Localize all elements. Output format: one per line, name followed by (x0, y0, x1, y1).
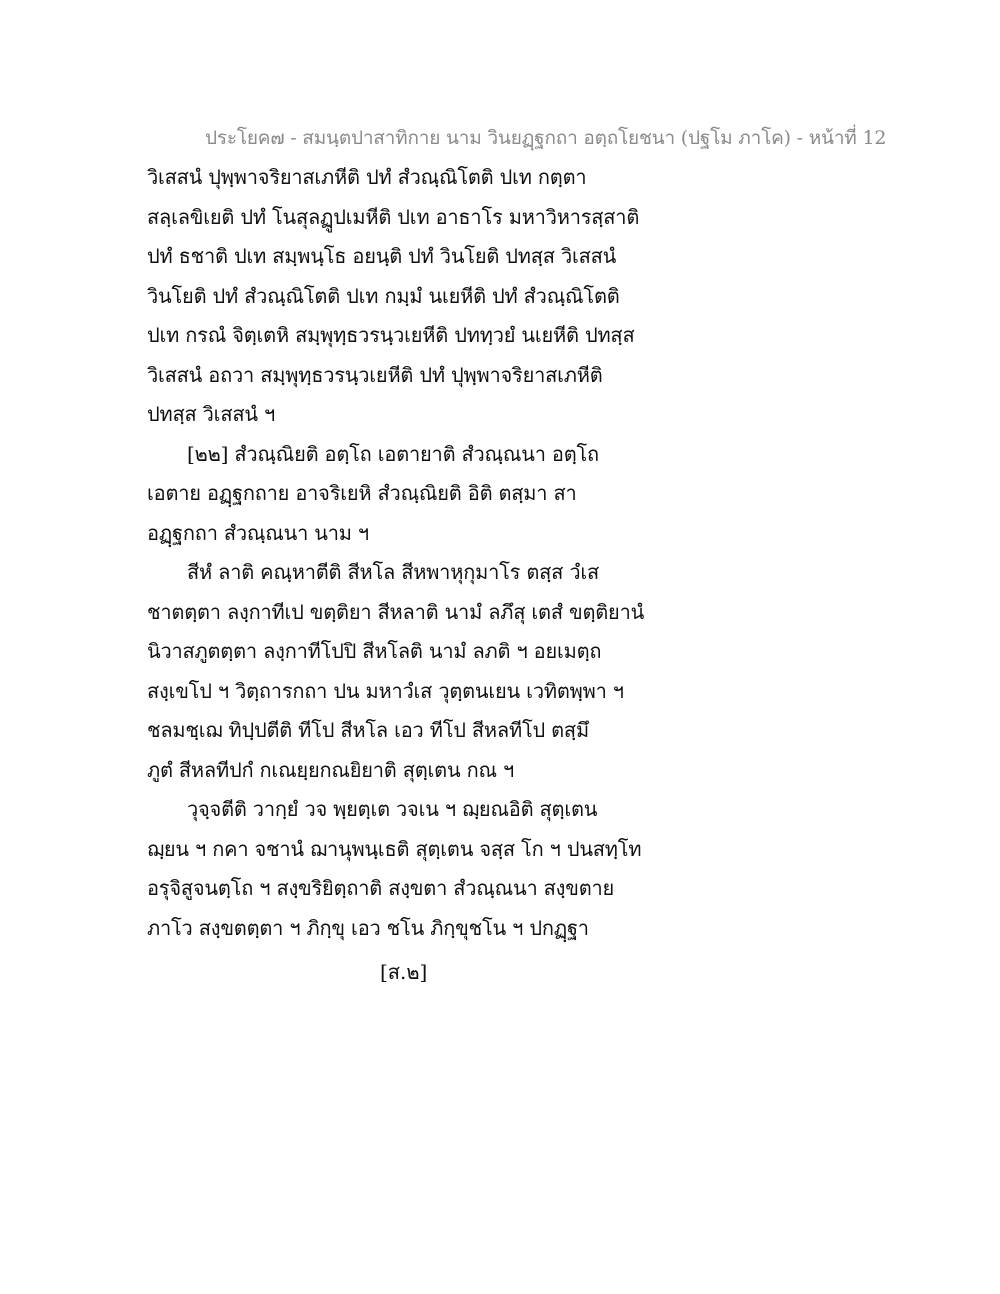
running-header: ประโยค๗ - สมนฺตปาสาทิกาย นาม วินยฏฺฐกถา อตฺถโยชนา (ปฐโม ภาโค) - หน้าที่ 12 (205, 127, 887, 149)
signature-footer: [ส.๒] (380, 960, 428, 984)
text-line: ฌฺยน ฯ กคา จชานํ ฌานุพนฺเธติ สุตฺเตน จสฺส โก ฯ ปนสทฺโท (147, 836, 642, 861)
text-line: วิเสสนํ อถวา สมฺพุทฺธวรนฺวเยหีติ ปทํ ปุพฺพาจริยาสเภหีติ (147, 362, 603, 387)
text-line: ภาโว สงฺขตตฺตา ฯ ภิกฺขุ เอว ชโน ภิกฺขุชโน ฯ ปกฏฺฐา (147, 915, 589, 940)
paragraph-start-line: วุจฺจตีติ วากฺยํ วจ พฺยตฺเต วจเน ฯ ฌฺยณอิติ สุตฺเตน (187, 797, 598, 821)
text-line: ปทํ ธชาติ ปเท สมฺพนฺโธ อยนฺติ ปทํ วินโยติ ปทสฺส วิเสสนํ (147, 244, 617, 268)
text-line: ปทสฺส วิเสสนํ ฯ (147, 402, 275, 426)
body-text (147, 158, 707, 948)
text-line: ชาตตฺตา ลงฺกาทีเป ขตฺติยา สีหลาติ นามํ ลภึสุ เตสํ ขตฺติยานํ (147, 599, 645, 624)
paragraph-start-line: [๒๒] สํวณฺณิยติ อตฺโถ เอตายาติ สํวณฺณนา อตฺโถ (187, 441, 599, 466)
text-line: ปเท กรณํ จิตฺเตหิ สมฺพุทฺธวรนฺวเยหีติ ปททฺวยํ นเยหีติ ปทสฺส (147, 323, 635, 347)
text-line: ชลมชฺเฌ ทิปฺปตีติ ทีโป สีหโล เอว ทีโป สีหลทีโป ตสฺมึ (147, 718, 589, 742)
text-line: อฏฺฐกถา สํวณฺณนา นาม ฯ (147, 520, 369, 545)
text-line: ภูตํ สีหลทีปกํ กเณยฺยกณยิยาติ สุตฺเตน กณ ฯ (147, 757, 515, 782)
paragraph-start-line: สีหํ ลาติ คณฺหาตีติ สีหโล สีหพาหุกุมาโร ตสฺส วํเส (187, 560, 599, 584)
text-line: สงฺเขโป ฯ วิตฺถารกถา ปน มหาวํเส วุตฺตนเยน เวทิตพฺพา ฯ (147, 678, 624, 703)
text-line: นิวาสภูตตฺตา ลงฺกาทีโปปิ สีหโลติ นามํ ลภติ ฯ อยเมตฺถ (147, 639, 602, 663)
text-line: เอตาย อฏฺฐกถาย อาจริเยหิ สํวณฺณิยติ อิติ ตสฺมา สา (147, 481, 577, 505)
text-line: วิเสสนํ ปุพฺพาจริยาสเภหีติ ปทํ สํวณฺณิโตติ ปเท กตฺตา (147, 165, 587, 189)
text-line: อรุจิสูจนตฺโถ ฯ สงฺขริยิตฺถาติ สงฺขตา สํวณฺณนา สงฺขตาย (147, 876, 615, 900)
text-line: สลฺเลขิเยติ ปทํ โนสุลฏูปเมหีติ ปเท อาธาโร มหาวิหารสฺสาติ (147, 204, 640, 229)
text-line: วินโยติ ปทํ สํวณฺณิโตติ ปเท กมฺมํ นเยหีติ ปทํ สํวณฺณิโตติ (147, 283, 620, 308)
